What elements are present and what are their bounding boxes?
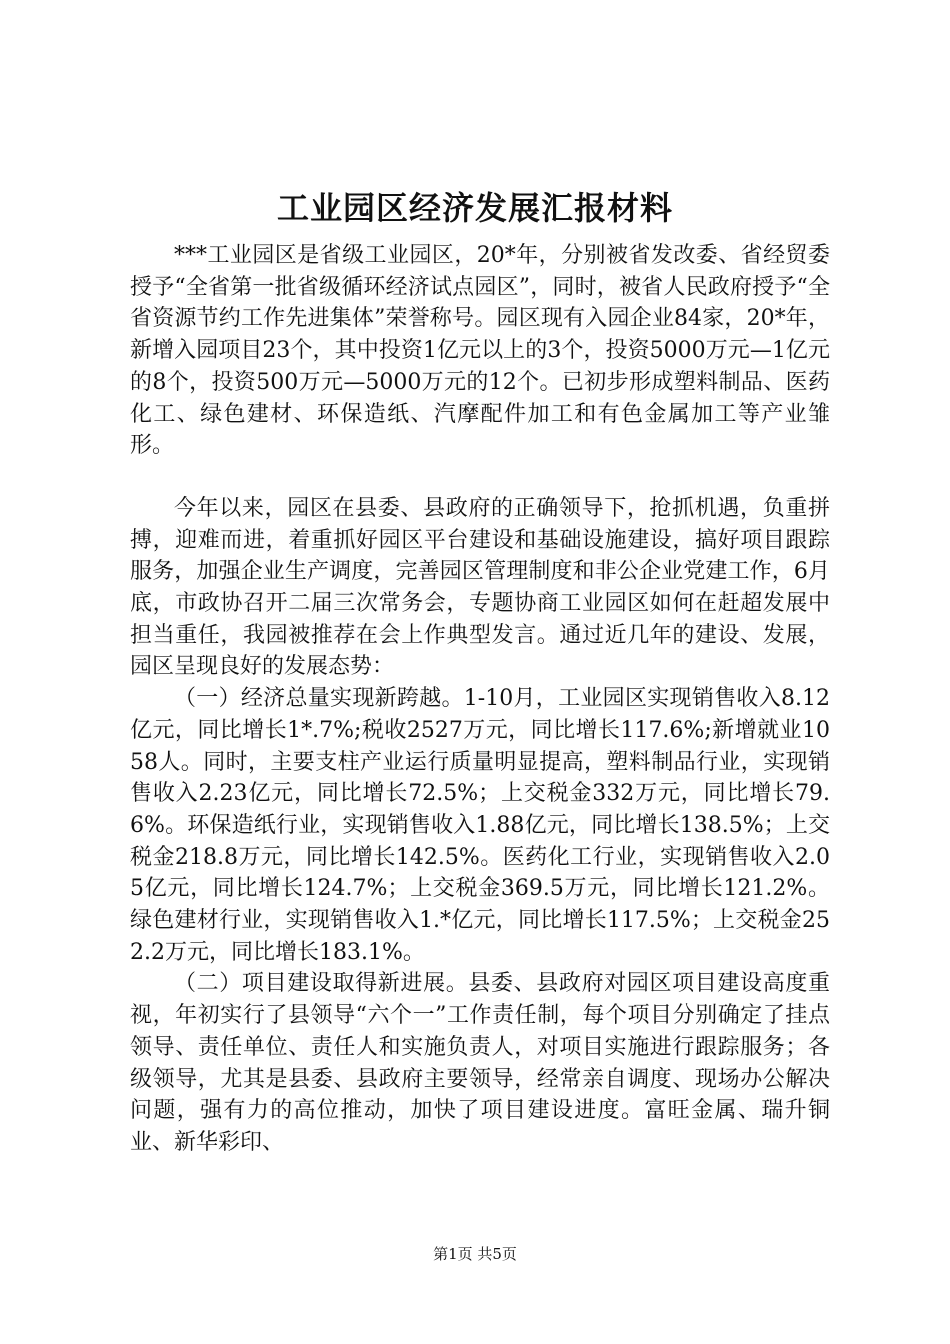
paragraph-overview: 今年以来，园区在县委、县政府的正确领导下，抢抓机遇，负重拼搏，迎难而进，着重抓好园区平台建设和基础设施建设，搞好项目跟踪服务，加强企业生产调度，完善园区管理制度和非公企业党建工作，6月底，市政协召开二届三次常务会，专题协商工业园区如何在赶超发展中担当重任，我园被推荐在会上作典型发言。通过近几年的建设、发展，园区呈现良好的发展态势： bbox=[130, 495, 830, 680]
page-footer: 第1页 共5页 bbox=[433, 1245, 517, 1263]
paragraph-intro: ***工业园区是省级工业园区，20*年，分别被省发改委、省经贸委授予“全省第一批省级循环经济试点园区”，同时，被省人民政府授予“全省资源节约工作先进集体”荣誉称号。园区现有入园企业84家，20*年，新增入园项目23个，其中投资1亿元以上的3个，投资5000万元—1亿元的8个，投资500万元—5000万元的12个。已初步形成塑料制品、医药化工、绿色建材、环保造纸、汽摩配件加工和有色金属加工等产业雏形。 bbox=[130, 243, 830, 459]
paragraph-projects: （二）项目建设取得新进展。县委、县政府对园区项目建设高度重视，年初实行了县领导“六个一”工作责任制，每个项目分别确定了挂点领导、责任单位、责任人和实施负责人，对项目实施进行跟踪服务；各级领导，尤其是县委、县政府主要领导，经常亲自调度、现场办公解决问题，强有力的高位推动，加快了项目建设进度。富旺金属、瑞升铜业、新华彩印、 bbox=[130, 971, 830, 1155]
document-title: 工业园区经济发展汇报材料 bbox=[276, 189, 673, 227]
document-body bbox=[130, 240, 830, 1159]
paragraph-economy: （一）经济总量实现新跨越。1-10月，工业园区实现销售收入8.12亿元，同比增长1*.7%;税收2527万元，同比增长117.6%;新增就业1058人。同时，主要支柱产业运行质量明显提高，塑料制品行业，实现销售收入2.23亿元，同比增长72.5%；上交税金332万元，同比增长79.6%。环保造纸行业，实现销售收入1.88亿元，同比增长138.5%；上交税金218.8万元，同比增长142.5%。医药化工行业，实现销售收入2.05亿元，同比增长124.7%；上交税金369.5万元，同比增长121.2%。绿色建材行业，实现销售收入1.*亿元，同比增长117.5%；上交税金252.2万元，同比增长183.1%。 bbox=[130, 686, 830, 965]
